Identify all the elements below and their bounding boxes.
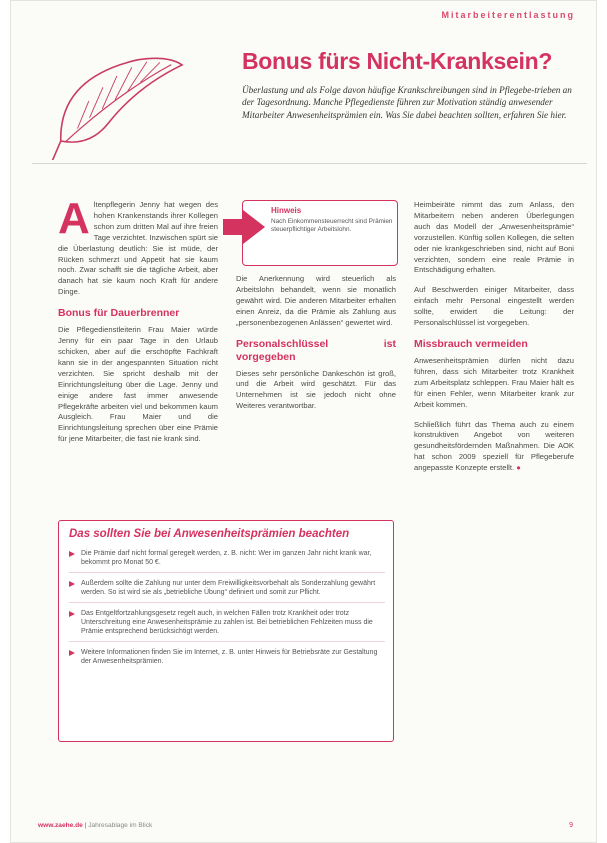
- article-lead: Überlastung und als Folge davon häufige Krankschreibungen sind in Pflegebe-trieben an der Tagesordnung. Manche Pflegedienste führen zur Motivation ständig anwesender Mitarbeiter Anwesenheitsprämien ein. Was Sie dabei beachten sollten, erfahren Sie hier.: [242, 85, 572, 120]
- paragraph: [414, 420, 574, 475]
- paragraph: Auf Beschwerden einiger Mitarbeiter, dass einfach mehr Personal eingestellt werden sollte, erwidert die Leitung: der Personalschlüssel ist vorgegeben.: [414, 285, 574, 328]
- hint-text: Nach Einkommensteuerrecht sind Prämien steuerpflichtiger Arbeitslohn.: [271, 218, 393, 234]
- page-number: 9: [569, 822, 573, 829]
- subheading-missbrauch: Missbrauch vermeiden: [414, 337, 528, 350]
- list-item: Die Prämie darf nicht formal geregelt werden, z. B. nicht: Wer im ganzen Jahr nicht krank war, bekommt pro Monat 50 €.: [69, 549, 385, 573]
- footer: [38, 822, 152, 829]
- paragraph: Heimbeiräte nimmt das zum Anlass, den Mitarbeitern neben anderen Überlegungen auch das Modell der „Anwesenheitsprämie“ vorzustellen. Künftig sollen Kollegen, die selten oder nie krankgeschrieben sind, nicht auf Boni verzichten, sondern eine reale Prämie in Entschädigung erhalten.: [414, 200, 574, 275]
- paragraph: Die Pflegedienstleiterin Frau Maier würde Jenny für ein paar Tage in den Urlaub schicken, aber auf die erschöpfte Fachkraft kann sie in der angespannten Situation nicht verzichten. Sie spricht deshalb mit der Einrichtungsleitung über die Lage. Jenny und einige andere fast immer anwesende Pflegekräfte arbeiten viel und bekommen kaum Ausgleich. Frau Maier und die Einrichtungsleitung sprechen über eine Prämie für jene Mitarbeiter, die fast nie krank sind.: [58, 325, 218, 444]
- list-item: Weitere Informationen finden Sie im Internet, z. B. unter Hinweis für Betriebsräte zur Gestaltung der Anwesenheitsprämien.: [69, 648, 385, 671]
- paragraph: Dieses sehr persönliche Dankeschön ist groß, und die Arbeit wird geschätzt. Für das Unternehmen ist sie jedoch nicht ohne Weiteres verantwortbar.: [236, 368, 396, 411]
- column-2: [236, 274, 396, 421]
- footer-url[interactable]: www.zaehe.de: [38, 822, 83, 829]
- tips-box-title: Das sollten Sie bei Anwesenheitsprämien beachten: [69, 528, 350, 540]
- hint-box: [242, 200, 398, 266]
- feather-illustration: [30, 40, 200, 160]
- paragraph: Anwesenheitsprämien dürfen nicht dazu führen, dass sich Mitarbeiter trotz Krankheit zum Arbeitsplatz schleppen. Frau Maier hält es für einen Fehler, wenn Mitarbeiter krank zur Arbeit kommen.: [414, 355, 574, 409]
- list-item: Außerdem sollte die Zahlung nur unter dem Freiwilligkeitsvorbehalt als Sonderzahlung gewährt werden. So ist wird sie als „betriebliche Übung“ definiert und somit zur Pflicht.: [69, 579, 385, 603]
- article-title: Bonus fürs Nicht-Kranksein?: [242, 48, 553, 74]
- footer-separator: |: [84, 822, 89, 829]
- end-mark-icon: ●: [516, 463, 521, 473]
- magazine-page: [10, 0, 597, 843]
- footer-magazine: Jahresablage im Blick: [88, 822, 153, 829]
- paragraph: Die Anerkennung wird steuerlich als Arbeitslohn behandelt, wenn sie monatlich gewährt wird. Die anderen Mitarbeiter erhalten einen Anreiz, da die Prämie als Zahlung aus „personenbezogenen Anlässen“ gewertet wird.: [236, 274, 396, 327]
- list-item: Das Entgeltfortzahlungsgesetz regelt auch, in welchen Fällen trotz Krankheit oder trotz Unterschreitung eine Anwesenheitsprämie zu zahlen ist. Bei betrieblichen Fehlzeiten muss die Prämie entsprechend berücksichtigt werden.: [69, 609, 385, 642]
- tips-box: [58, 520, 394, 742]
- intro-paragraph: [58, 194, 218, 298]
- column-3: [414, 200, 574, 483]
- hint-title: Hinweis: [271, 206, 302, 215]
- closing-text: Schließlich führt das Thema auch zu einem konstruktiven Angebot von weiteren gesundheitsfördernden Maßnahmen. Die AOK hat schon 2009 speziell für Pflegeberufe angepasste Konzepte erstellt.: [414, 419, 574, 473]
- intro-text: ltenpflegerin Jenny hat wegen des hohen Krankenstands ihrer Kollegen schon zum dritten Mal auf ihre freien Tage verzichtet. Inzwischen spürt sie die Überlastung deutlich: Sie ist müde, der Rücken schmerzt und Appetit hat sie kaum noch. Zwar schafft sie die tägliche Arbeit, aber danach hat sie kaum noch Kraft für andere Dinge.: [58, 200, 218, 297]
- arrow-icon: [221, 207, 267, 247]
- subheading-personal: Personalschlüssel ist vorgegeben: [236, 337, 396, 363]
- divider: [32, 163, 587, 164]
- tips-list: [69, 549, 385, 677]
- section-label: Mitarbeiterentlastung: [441, 10, 575, 20]
- drop-cap: A: [58, 194, 90, 243]
- column-1: [58, 194, 218, 454]
- subheading-bonus: Bonus für Dauerbrenner: [58, 307, 180, 320]
